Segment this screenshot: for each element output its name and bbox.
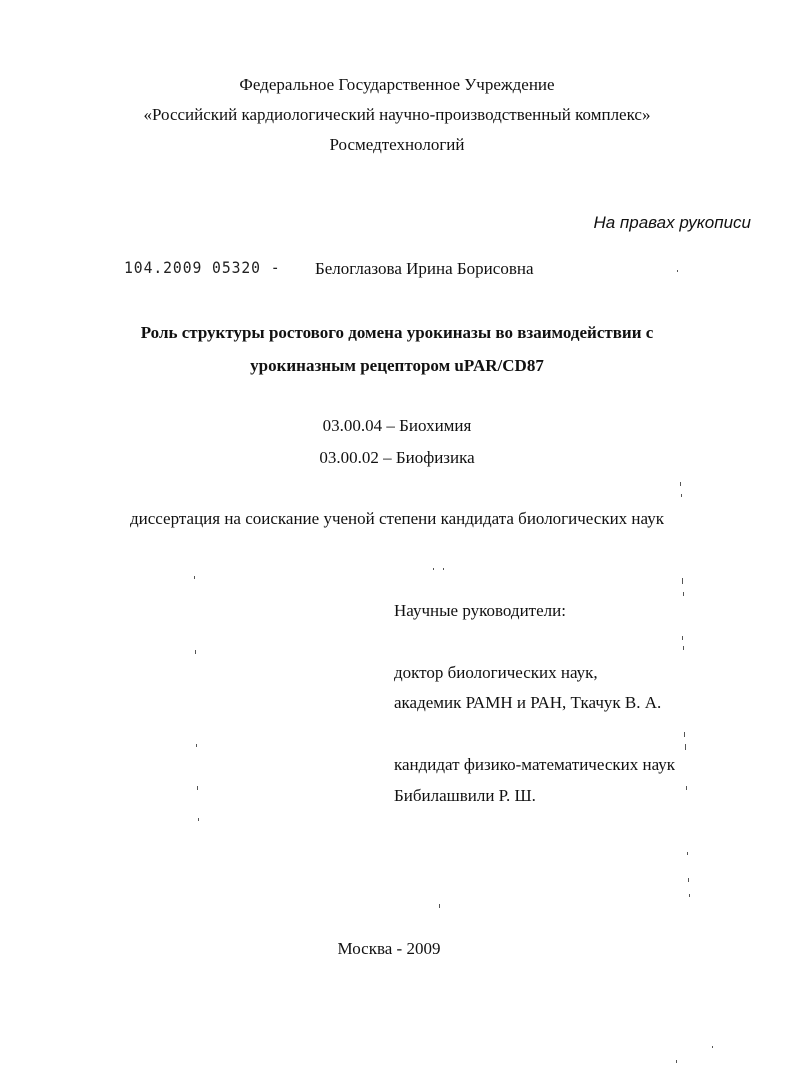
- specialty-biophysics: 03.00.02 – Биофизика: [319, 448, 475, 467]
- institution-line-1: Федеральное Государственное Учреждение: [239, 75, 555, 94]
- city-year-footer: Москва - 2009: [337, 939, 441, 958]
- supervisor-1-name: академик РАМН и РАН, Ткачук В. А.: [394, 693, 662, 712]
- specialty-biochemistry: 03.00.04 – Биохимия: [322, 416, 472, 435]
- archive-stamp-code: 104.2009 05320 -: [124, 258, 281, 277]
- supervisor-2-name: Бибилашвили Р. Ш.: [394, 786, 536, 805]
- dissertation-title-line-2: урокиназным рецептором uPAR/CD87: [250, 356, 544, 375]
- supervisor-1-degree: доктор биологических наук,: [394, 663, 598, 682]
- supervisors-heading: Научные руководители:: [394, 601, 566, 620]
- manuscript-rights-note: На правах рукописи: [593, 213, 751, 232]
- degree-statement: диссертация на соискание ученой степени кандидата биологических наук: [130, 509, 664, 528]
- institution-line-2: «Российский кардиологический научно-производственный комплекс»: [143, 105, 651, 124]
- institution-line-3: Росмедтехнологий: [329, 135, 465, 154]
- dissertation-title-line-1: Роль структуры ростового домена урокиназы во взаимодействии с: [140, 323, 654, 342]
- author-name: Белоглазова Ирина Борисовна: [315, 259, 534, 278]
- supervisor-2-degree: кандидат физико-математических наук: [394, 755, 676, 774]
